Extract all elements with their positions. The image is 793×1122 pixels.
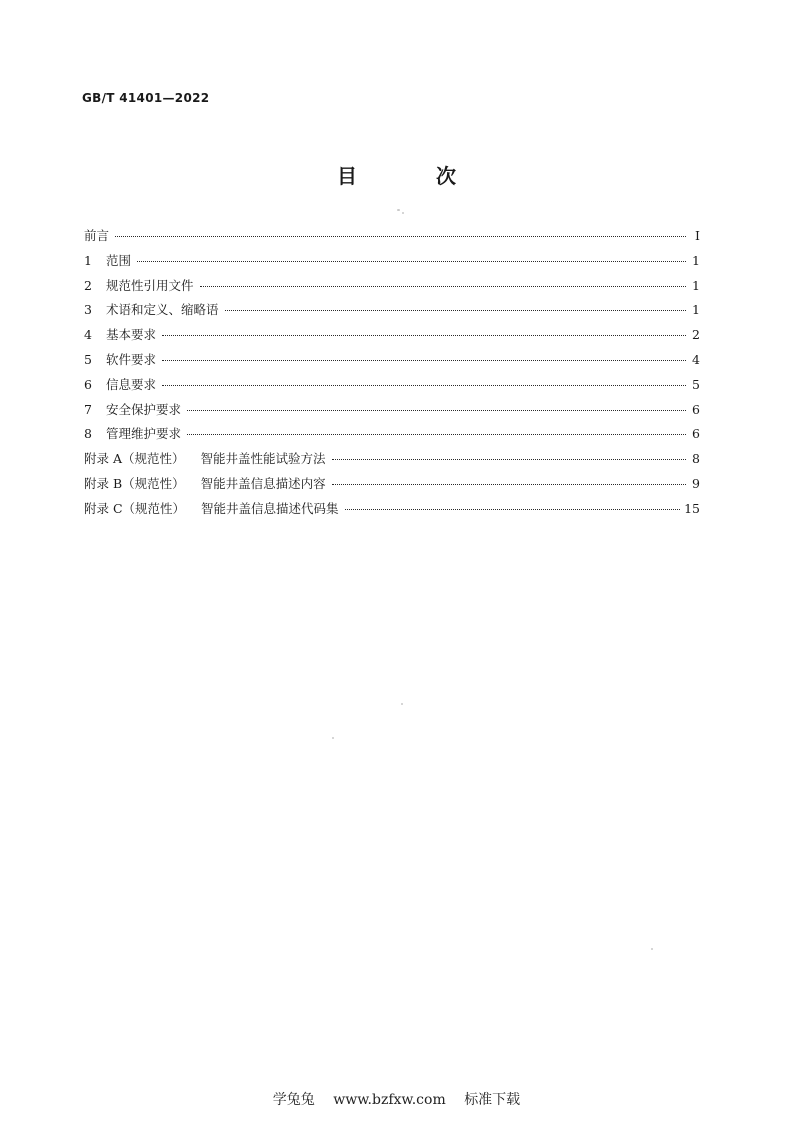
toc-entry-label: 管理维护要求	[106, 426, 182, 442]
footer-slogan: 标准下载	[464, 1092, 521, 1108]
toc-entry-subtitle: 智能井盖性能试验方法	[200, 451, 326, 467]
toc-entry-page: 2	[692, 327, 700, 343]
toc-entry-normative-references[interactable]	[84, 276, 700, 301]
toc-entry-number: 6	[84, 376, 92, 392]
toc-entry-subtitle: 智能井盖信息描述代码集	[201, 500, 339, 516]
toc-entry-label: 规范性引用文件	[106, 277, 194, 293]
toc-entry-number: 5	[84, 351, 92, 367]
toc-entry-number: 8	[84, 426, 92, 442]
toc-leader-dots	[187, 410, 686, 411]
toc-leader-dots	[162, 385, 686, 386]
toc-entry-page: 6	[692, 401, 700, 417]
toc-entry-basic-requirements[interactable]	[84, 325, 700, 350]
toc-entry-software-requirements[interactable]	[84, 350, 700, 375]
toc-entry-label: 软件要求	[106, 351, 157, 367]
standard-number: GB/T 41401—2022	[82, 91, 210, 105]
toc-entry-page: 6	[692, 426, 700, 442]
toc-leader-dots	[115, 236, 686, 237]
scan-speck	[332, 737, 334, 739]
toc-entry-page: 1	[692, 302, 700, 318]
toc-entry-annex-c[interactable]	[84, 499, 700, 524]
toc-leader-dots	[225, 310, 686, 311]
toc-entry-terms-definitions[interactable]	[84, 300, 700, 325]
scan-speck	[401, 703, 403, 705]
toc-entry-page: 9	[692, 475, 700, 491]
scan-speck	[402, 212, 404, 214]
toc-entry-page: 15	[684, 500, 700, 516]
toc-leader-dots	[137, 261, 686, 262]
toc-entry-number: 2	[84, 277, 92, 293]
toc-entry-label: 附录 A（规范性）	[84, 451, 185, 467]
toc-entry-number: 3	[84, 302, 92, 318]
toc-entry-number: 1	[84, 252, 92, 268]
footer-site-name: 学兔兔	[272, 1092, 315, 1108]
toc-entry-information-requirements[interactable]	[84, 375, 700, 400]
toc-entry-label: 安全保护要求	[106, 401, 182, 417]
toc-entry-page: Ⅰ	[695, 228, 700, 243]
toc-entry-security-requirements[interactable]	[84, 400, 700, 425]
toc-leader-dots	[332, 459, 686, 460]
toc-entry-page: 8	[692, 451, 700, 467]
toc-entry-label: 信息要求	[106, 376, 157, 392]
toc-entry-label: 基本要求	[106, 327, 157, 343]
toc-leader-dots	[187, 434, 686, 435]
toc-entry-page: 5	[692, 376, 700, 392]
table-of-contents	[84, 226, 700, 524]
toc-entry-scope[interactable]	[84, 251, 700, 276]
scan-speck	[397, 209, 400, 211]
toc-entry-number: 7	[84, 401, 92, 417]
toc-entry-number: 4	[84, 327, 92, 343]
toc-entry-label: 附录 C（规范性）	[84, 500, 186, 516]
toc-entry-label: 范围	[106, 252, 132, 268]
toc-entry-page: 1	[692, 277, 700, 293]
toc-entry-maintenance-requirements[interactable]	[84, 424, 700, 449]
toc-title: 目 次	[337, 164, 492, 188]
toc-leader-dots	[345, 509, 681, 510]
toc-entry-label: 附录 B（规范性）	[84, 475, 185, 491]
toc-leader-dots	[162, 335, 686, 336]
toc-entry-label: 术语和定义、缩略语	[106, 302, 219, 318]
toc-leader-dots	[200, 286, 686, 287]
scan-speck	[651, 948, 653, 950]
toc-entry-annex-b[interactable]	[84, 474, 700, 499]
toc-entry-annex-a[interactable]	[84, 449, 700, 474]
toc-entry-subtitle: 智能井盖信息描述内容	[200, 475, 326, 491]
toc-entry-label: 前言	[84, 228, 110, 243]
toc-leader-dots	[162, 360, 686, 361]
toc-leader-dots	[332, 484, 686, 485]
toc-entry-page: 1	[692, 252, 700, 268]
toc-entry-foreword[interactable]	[84, 226, 700, 251]
footer-watermark	[0, 1089, 793, 1109]
footer-url-link[interactable]: www.bzfxw.com	[333, 1092, 446, 1108]
toc-entry-page: 4	[692, 351, 700, 367]
